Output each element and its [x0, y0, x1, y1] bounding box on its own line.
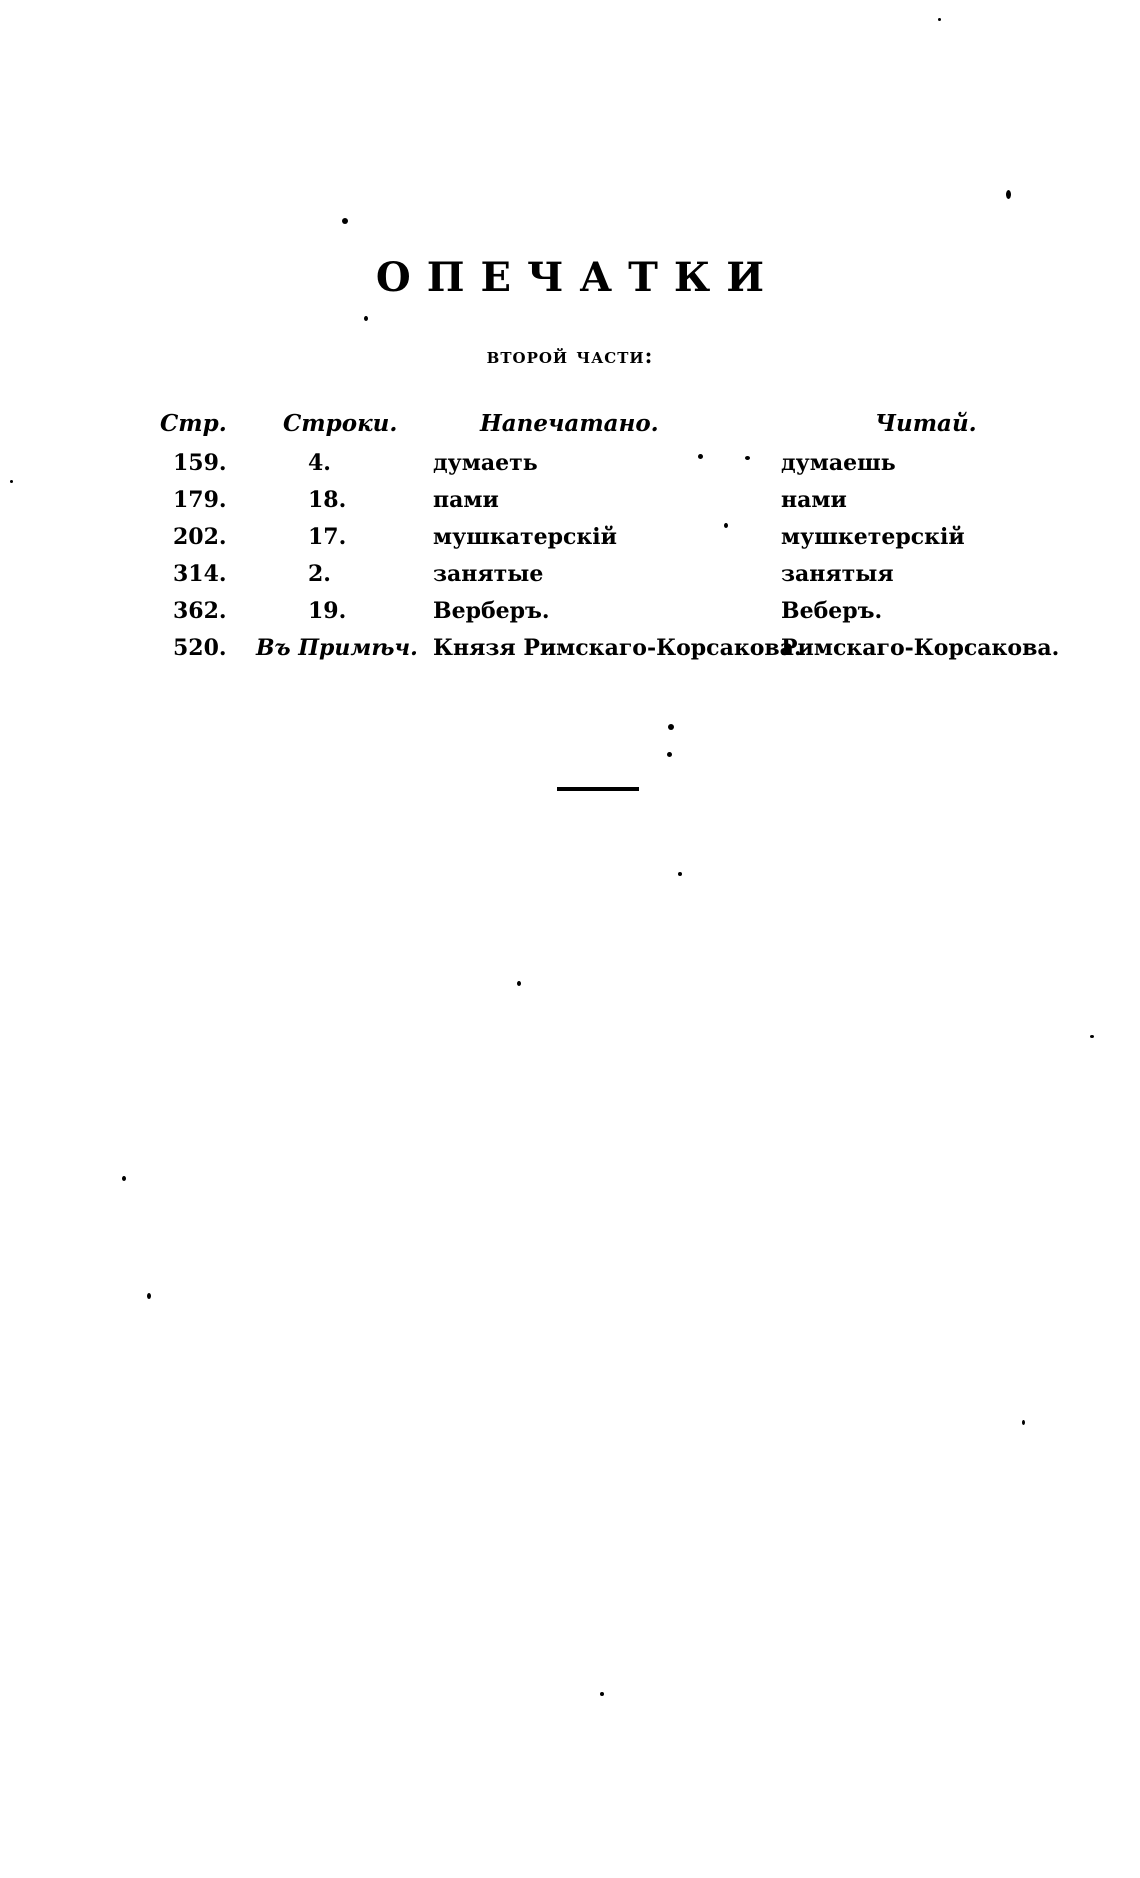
row-read: нами	[781, 487, 847, 513]
row-line: 18.	[308, 487, 347, 513]
errata-row	[150, 524, 1070, 561]
row-printed: мушкатерскій	[433, 524, 617, 550]
page-title: ОПЕЧАТКИ	[375, 254, 781, 301]
row-read: Веберъ.	[781, 598, 883, 624]
row-line: Въ Примѣч.	[256, 635, 418, 661]
row-page: 202.	[173, 524, 227, 550]
header-page: Стр.	[160, 410, 227, 437]
errata-row	[150, 561, 1070, 598]
header-line: Строки.	[283, 410, 398, 437]
row-read: Римскаго-Корсакова.	[781, 635, 1060, 661]
row-line: 4.	[308, 450, 331, 476]
row-printed: Князя Римскаго-Корсакова.	[433, 635, 802, 661]
row-printed: пами	[433, 487, 499, 513]
row-page: 314.	[173, 561, 227, 587]
row-printed: занятые	[433, 561, 544, 587]
row-page: 520.	[173, 635, 227, 661]
row-page: 362.	[173, 598, 227, 624]
errata-header-row	[150, 410, 1070, 450]
closing-rule	[557, 787, 639, 791]
row-read: думаешь	[781, 450, 896, 476]
page-subtitle: второй части:	[486, 343, 654, 368]
row-printed: думаеть	[433, 450, 538, 476]
errata-row	[150, 487, 1070, 524]
row-line: 2.	[308, 561, 331, 587]
errata-row	[150, 598, 1070, 635]
row-page: 179.	[173, 487, 227, 513]
header-read: Читай.	[875, 410, 977, 437]
row-read: занятыя	[781, 561, 894, 587]
row-read: мушкетерскій	[781, 524, 965, 550]
errata-row	[150, 450, 1070, 487]
errata-table	[150, 410, 1070, 672]
header-printed: Напечатано.	[480, 410, 659, 437]
row-line: 17.	[308, 524, 347, 550]
row-printed: Верберъ.	[433, 598, 550, 624]
row-page: 159.	[173, 450, 227, 476]
errata-row	[150, 635, 1070, 672]
row-line: 19.	[308, 598, 347, 624]
